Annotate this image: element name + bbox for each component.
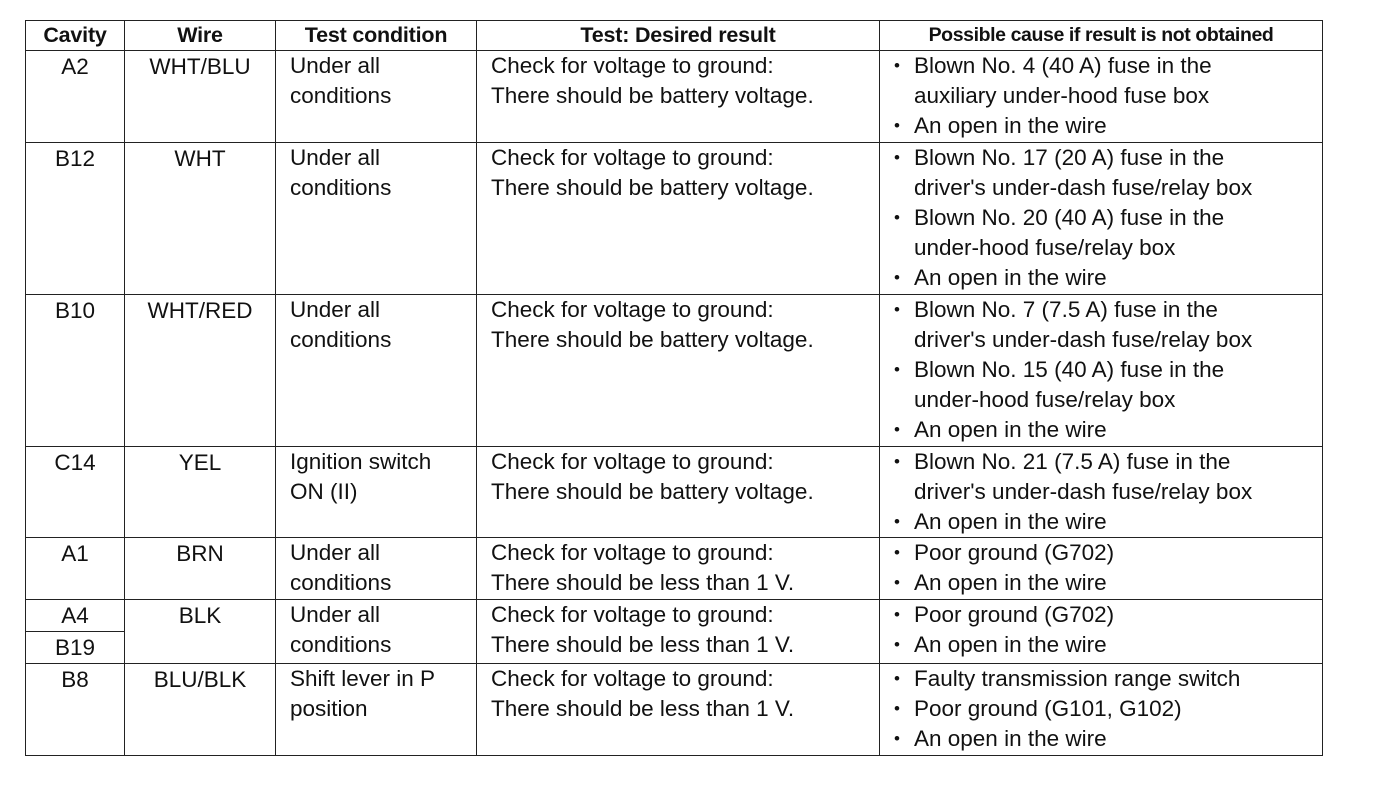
test-line: There should be battery voltage. xyxy=(491,83,814,109)
cause-cell xyxy=(880,599,1323,663)
cause-item: • Blown No. 20 (40 A) fuse in the xyxy=(880,203,1322,233)
condition-cell xyxy=(276,446,477,538)
header-test-condition: Test condition xyxy=(276,21,477,51)
cavity-label: A1 xyxy=(61,541,89,567)
test-line: There should be less than 1 V. xyxy=(491,570,795,596)
cavity-label: B19 xyxy=(54,634,96,660)
cause-item: • An open in the wire xyxy=(880,568,1322,598)
condition-line: Shift lever in P xyxy=(290,666,436,692)
wire-color: WHT/BLU xyxy=(149,54,251,79)
cause-item: • Poor ground (G101, G102) xyxy=(880,694,1322,724)
test-line: There should be battery voltage. xyxy=(491,478,814,504)
header-cavity: Cavity xyxy=(26,21,125,51)
wire-cell xyxy=(125,664,276,756)
cavity-cell xyxy=(26,538,125,599)
condition-line: conditions xyxy=(290,174,392,200)
cavity-label: B10 xyxy=(54,297,96,323)
condition-line: conditions xyxy=(290,631,392,657)
wire-color: YEL xyxy=(178,449,222,475)
cause-cell xyxy=(880,538,1323,599)
table-row xyxy=(26,664,1323,756)
cause-item: • An open in the wire xyxy=(880,630,1322,660)
cause-item-continued: under-hood fuse/relay box xyxy=(914,235,1176,261)
cause-item-continued: auxiliary under-hood fuse box xyxy=(914,83,1210,109)
cause-cell xyxy=(880,664,1323,756)
condition-line: conditions xyxy=(290,570,392,596)
cause-item: • An open in the wire xyxy=(880,111,1322,141)
header-row xyxy=(26,21,1323,51)
condition-line: Under all xyxy=(290,601,381,627)
test-line: Check for voltage to ground: xyxy=(491,53,774,78)
test-cell xyxy=(477,446,880,538)
test-line: There should be battery voltage. xyxy=(491,174,814,200)
test-cell xyxy=(477,664,880,756)
header-wire: Wire xyxy=(125,21,276,51)
cause-item-continued: driver's under-dash fuse/relay box xyxy=(914,478,1253,504)
test-line: There should be less than 1 V. xyxy=(491,631,795,657)
cavity-cell xyxy=(26,51,125,143)
test-cell xyxy=(477,51,880,143)
wire-cell xyxy=(125,51,276,143)
cavity-label: A4 xyxy=(61,602,89,628)
condition-line: position xyxy=(290,696,368,722)
wire-color: WHT/RED xyxy=(147,297,253,323)
cavity-label: B8 xyxy=(61,667,89,693)
cavity-cell xyxy=(26,294,125,446)
condition-cell xyxy=(276,599,477,663)
cause-cell xyxy=(880,142,1323,294)
cavity-label: A2 xyxy=(61,54,89,79)
table-row xyxy=(26,51,1323,143)
condition-cell xyxy=(276,294,477,446)
table-row xyxy=(26,142,1323,294)
cavity-cell xyxy=(26,599,125,631)
cause-item: • Poor ground (G702) xyxy=(880,600,1322,630)
cause-item: • Blown No. 17 (20 A) fuse in the xyxy=(880,143,1322,173)
cause-item: • An open in the wire xyxy=(880,507,1322,537)
cavity-cell xyxy=(26,142,125,294)
wire-cell xyxy=(125,294,276,446)
wire-color: BRN xyxy=(176,541,224,567)
condition-line: Under all xyxy=(290,296,381,322)
cavity-cell xyxy=(26,446,125,538)
cause-cell xyxy=(880,446,1323,538)
condition-line: conditions xyxy=(290,83,392,109)
condition-line: Under all xyxy=(290,540,381,566)
table-row xyxy=(26,446,1323,538)
header-desired-result: Test: Desired result xyxy=(477,21,880,51)
cause-item-continued: under-hood fuse/relay box xyxy=(914,387,1176,413)
cause-item: • An open in the wire xyxy=(880,263,1322,293)
condition-line: Ignition switch xyxy=(290,448,432,474)
condition-line: Under all xyxy=(290,53,381,78)
test-line: Check for voltage to ground: xyxy=(491,666,774,692)
cause-item: • Blown No. 21 (7.5 A) fuse in the xyxy=(880,447,1322,477)
wire-color: WHT xyxy=(174,145,226,171)
condition-line: Under all xyxy=(290,144,381,170)
test-cell xyxy=(477,294,880,446)
table-row xyxy=(26,294,1323,446)
cause-cell xyxy=(880,294,1323,446)
cause-cell xyxy=(880,51,1323,143)
cause-item: • Blown No. 7 (7.5 A) fuse in the xyxy=(880,295,1322,325)
cavity-label: B12 xyxy=(54,145,96,171)
condition-cell xyxy=(276,538,477,599)
cause-item: • Blown No. 15 (40 A) fuse in the xyxy=(880,355,1322,385)
cavity-cell xyxy=(26,631,125,663)
test-line: There should be battery voltage. xyxy=(491,326,814,352)
cause-item: • An open in the wire xyxy=(880,724,1322,754)
wire-cell xyxy=(125,538,276,599)
test-cell xyxy=(477,599,880,663)
cause-item: • Blown No. 4 (40 A) fuse in the xyxy=(880,51,1322,81)
table-row xyxy=(26,599,1323,631)
cause-item: • Poor ground (G702) xyxy=(880,538,1322,568)
cause-item: • An open in the wire xyxy=(880,415,1322,445)
condition-cell xyxy=(276,51,477,143)
test-cell xyxy=(477,142,880,294)
wire-color: BLU/BLK xyxy=(153,667,247,693)
condition-cell xyxy=(276,664,477,756)
wire-cell xyxy=(125,446,276,538)
test-line: Check for voltage to ground: xyxy=(491,296,774,322)
test-line: There should be less than 1 V. xyxy=(491,696,795,722)
wire-cell xyxy=(125,599,276,663)
test-line: Check for voltage to ground: xyxy=(491,448,774,474)
test-line: Check for voltage to ground: xyxy=(491,540,774,566)
cause-item: • Faulty transmission range switch xyxy=(880,664,1322,694)
test-line: Check for voltage to ground: xyxy=(491,601,774,627)
test-line: Check for voltage to ground: xyxy=(491,144,774,170)
cause-item-continued: driver's under-dash fuse/relay box xyxy=(914,326,1253,352)
cause-item-continued: driver's under-dash fuse/relay box xyxy=(914,174,1253,200)
wire-color: BLK xyxy=(178,602,222,628)
connector-test-table xyxy=(25,20,1323,756)
cavity-cell xyxy=(26,664,125,756)
condition-line: ON (II) xyxy=(290,478,358,504)
cavity-label: C14 xyxy=(54,449,96,475)
condition-cell xyxy=(276,142,477,294)
header-possible-cause: Possible cause if result is not obtained xyxy=(880,21,1323,51)
condition-line: conditions xyxy=(290,326,392,352)
test-cell xyxy=(477,538,880,599)
table-row xyxy=(26,538,1323,599)
wire-cell xyxy=(125,142,276,294)
